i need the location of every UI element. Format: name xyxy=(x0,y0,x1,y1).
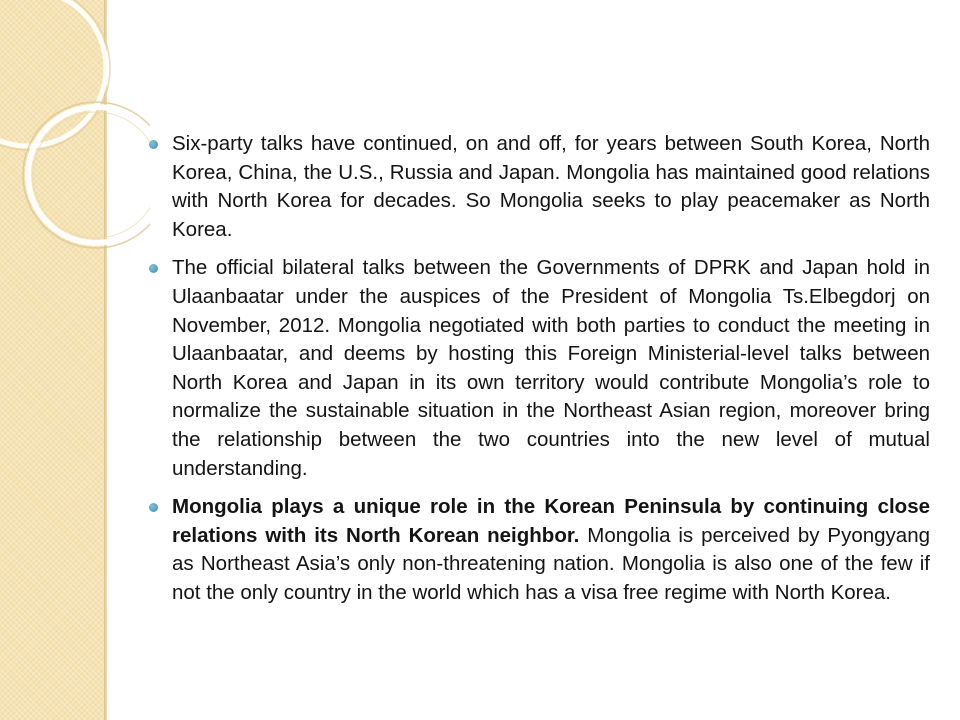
bullet-item-bilateral-talks xyxy=(148,254,930,483)
decorative-circles xyxy=(0,0,150,320)
bullet-dot-icon xyxy=(149,264,158,273)
bullet-item-unique-role xyxy=(148,493,930,607)
bullet-text: Mongolia is perceived by Pyongyang as Northeast Asia’s only non-threatening nation. Mongolia is also one of the few if not the only country in the world which has a visa free regime with North Korea. xyxy=(172,523,930,604)
bullet-text: Six-party talks have continued, on and off, for years between South Korea, North Korea, China, the U.S., Russia and Japan. Mongolia has maintained good relations with North Korea for decades. So Mongolia seeks to play peacemaker as North Korea. xyxy=(172,132,930,241)
bullet-item-six-party-talks xyxy=(148,130,930,244)
bullet-dot-icon xyxy=(149,140,158,149)
bullet-bold-text: Mongolia plays a unique role in the Korean Peninsula by continuing close relations with its North Korean neighbor. xyxy=(172,495,930,547)
bullet-dot-icon xyxy=(149,503,158,512)
bullet-list xyxy=(148,130,930,618)
bullet-text: The official bilateral talks between the Governments of DPRK and Japan hold in Ulaanbaatar under the auspices of the President of Mongolia Ts.Elbegdorj on November, 2012. Mongolia negotiated with both parties to conduct the meeting in Ulaanbaatar, and deems by hosting this Foreign Ministerial-level talks between North Korea and Japan in its own territory would contribute Mongolia’s role to normalize the sustainable situation in the Northeast Asian region, moreover bring the relationship between the two countries into the new level of mutual understanding. xyxy=(172,256,930,480)
